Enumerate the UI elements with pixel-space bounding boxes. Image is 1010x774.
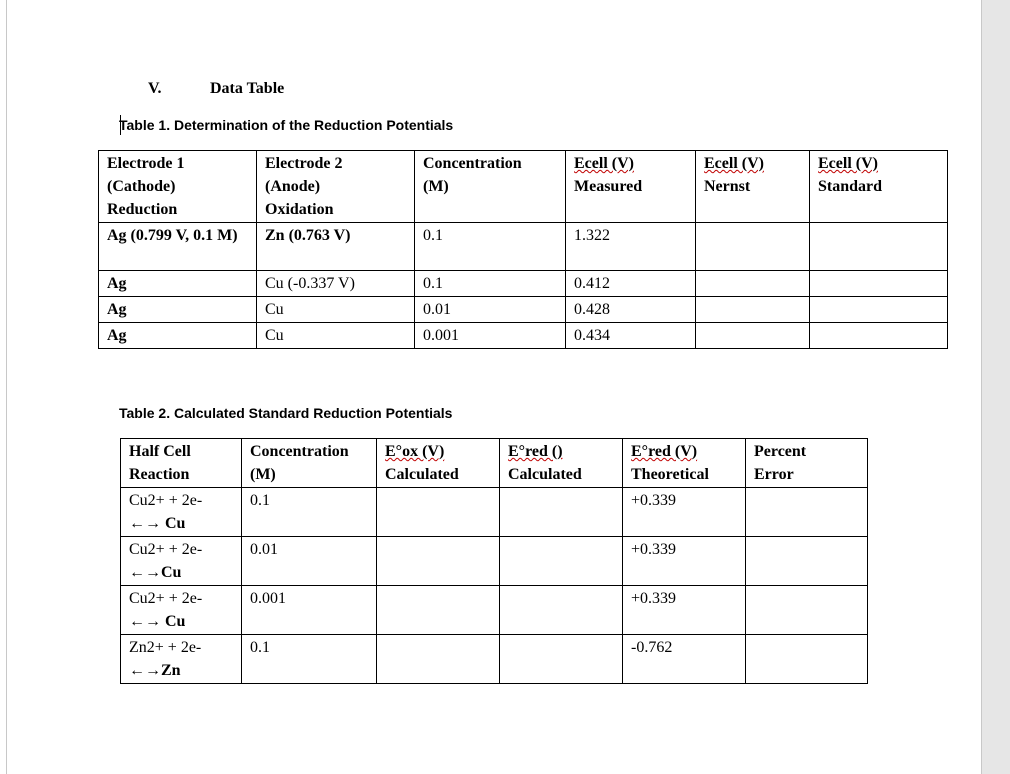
table1-header-cell: Ecell (V) Measured: [566, 151, 696, 223]
table-cell: Cu2+ + 2e- ←→ Cu: [121, 586, 242, 635]
table-cell: [746, 488, 868, 537]
table-cell: [810, 297, 948, 323]
table-cell: [810, 323, 948, 349]
table-row: [121, 635, 868, 684]
vertical-scrollbar[interactable]: [981, 0, 1010, 774]
table1: [98, 150, 948, 349]
table-cell: 1.322: [566, 223, 696, 271]
table-cell: [696, 223, 810, 271]
table-cell: Ag: [99, 297, 257, 323]
table2: [120, 438, 868, 684]
table-cell: [696, 297, 810, 323]
table2-header-row: [121, 439, 868, 488]
table2-header-cell: Half Cell Reaction: [121, 439, 242, 488]
table-cell: 0.412: [566, 271, 696, 297]
table-cell: 0.1: [415, 271, 566, 297]
table2-caption: Table 2. Calculated Standard Reduction Potentials: [119, 405, 453, 421]
table2-header-cell: E°red (V) Theoretical: [623, 439, 746, 488]
table1-header-cell: Concentration (M): [415, 151, 566, 223]
table2-header-cell: E°ox (V) Calculated: [377, 439, 500, 488]
table2-header-cell: Percent Error: [746, 439, 868, 488]
table-cell: 0.1: [242, 635, 377, 684]
table-cell: 0.01: [242, 537, 377, 586]
table-cell: [696, 271, 810, 297]
table-row: [99, 297, 948, 323]
table-row: [121, 488, 868, 537]
table1-caption: Table 1. Determination of the Reduction Potentials: [119, 117, 454, 133]
table-cell: [810, 271, 948, 297]
table1-header-cell: Electrode 2 (Anode) Oxidation: [257, 151, 415, 223]
table-cell: Zn (0.763 V): [257, 223, 415, 271]
table-row: [99, 223, 948, 271]
table-row: [121, 537, 868, 586]
table-cell: Cu2+ + 2e- ←→ Cu: [121, 488, 242, 537]
table-cell: Ag (0.799 V, 0.1 M): [99, 223, 257, 271]
table-cell: [377, 586, 500, 635]
table1-header-cell: Ecell (V) Nernst: [696, 151, 810, 223]
table-row: [99, 271, 948, 297]
table-cell: Cu: [257, 323, 415, 349]
table-cell: 0.1: [415, 223, 566, 271]
section-heading: [148, 80, 284, 98]
table-cell: [500, 635, 623, 684]
table-cell: Cu: [257, 297, 415, 323]
table-cell: [500, 488, 623, 537]
section-title: Data Table: [210, 80, 285, 97]
section-number: V.: [148, 80, 162, 97]
table-cell: [746, 537, 868, 586]
table-cell: [746, 635, 868, 684]
table-row: [121, 586, 868, 635]
table-cell: 0.001: [242, 586, 377, 635]
table-cell: [377, 537, 500, 586]
table-cell: 0.434: [566, 323, 696, 349]
table1-header-cell: Electrode 1 (Cathode) Reduction: [99, 151, 257, 223]
table2-header-cell: E°red () Calculated: [500, 439, 623, 488]
page-left-border: [6, 0, 7, 774]
table-cell: [810, 223, 948, 271]
table-cell: Ag: [99, 271, 257, 297]
table-cell: [377, 635, 500, 684]
table2-header-cell: Concentration (M): [242, 439, 377, 488]
table-cell: 0.1: [242, 488, 377, 537]
table1-header-cell: Ecell (V) Standard: [810, 151, 948, 223]
table-cell: +0.339: [623, 537, 746, 586]
table-cell: [377, 488, 500, 537]
table-cell: +0.339: [623, 488, 746, 537]
table-row: [99, 323, 948, 349]
table-cell: 0.001: [415, 323, 566, 349]
table-cell: Cu2+ + 2e- ←→Cu: [121, 537, 242, 586]
table1-header-row: [99, 151, 948, 223]
table-cell: 0.428: [566, 297, 696, 323]
table-cell: [500, 537, 623, 586]
table-cell: +0.339: [623, 586, 746, 635]
table-cell: Cu (-0.337 V): [257, 271, 415, 297]
table-cell: 0.01: [415, 297, 566, 323]
table-cell: Zn2+ + 2e- ←→Zn: [121, 635, 242, 684]
table-cell: [696, 323, 810, 349]
table-cell: [746, 586, 868, 635]
table-cell: Ag: [99, 323, 257, 349]
table-cell: -0.762: [623, 635, 746, 684]
table-cell: [500, 586, 623, 635]
